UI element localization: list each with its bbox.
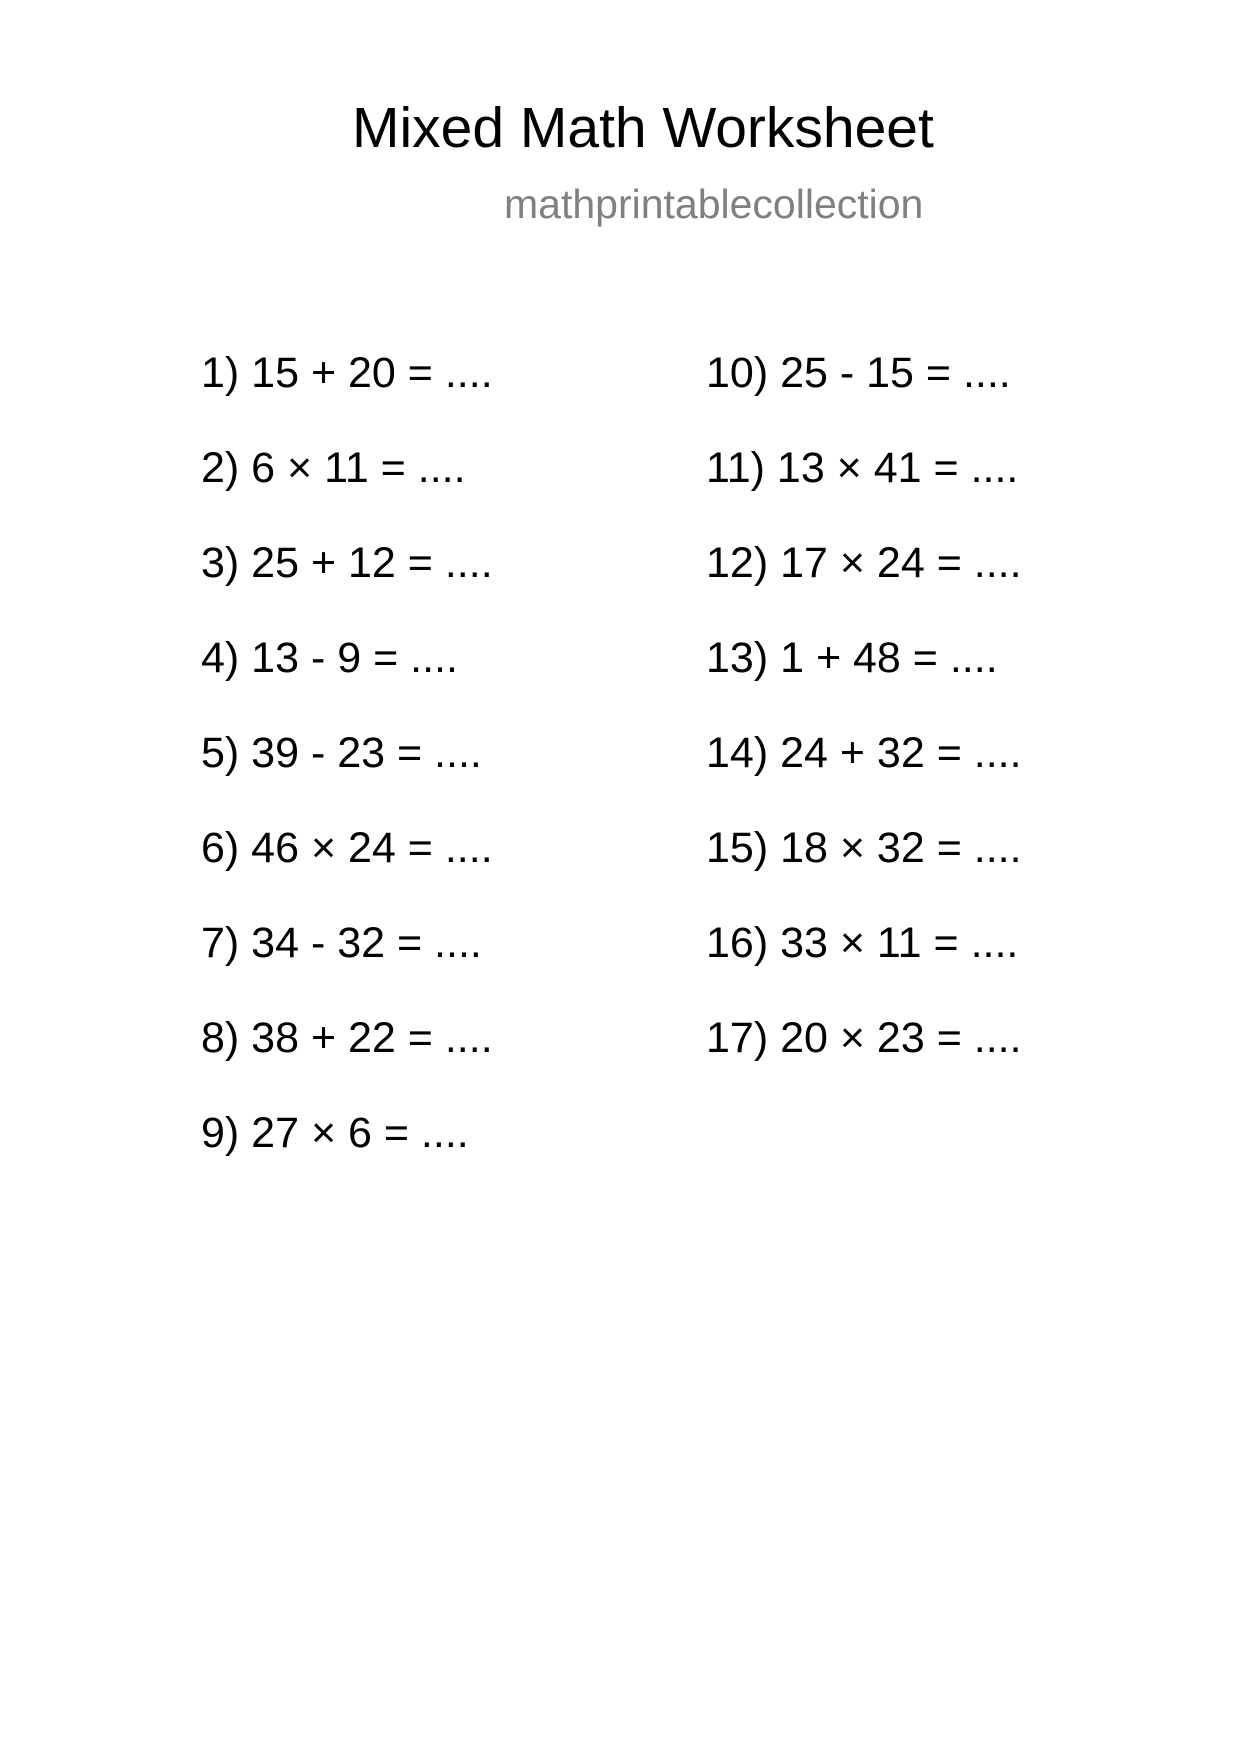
problem-item: 10) 25 - 15 = .... bbox=[706, 349, 1011, 397]
problem-item: 12) 17 × 24 = .... bbox=[706, 539, 1022, 587]
problem-item: 8) 38 + 22 = .... bbox=[201, 1014, 493, 1062]
problem-item: 4) 13 - 9 = .... bbox=[201, 634, 458, 682]
problems-right-column bbox=[706, 349, 1022, 1112]
problem-item: 17) 20 × 23 = .... bbox=[706, 1014, 1022, 1062]
problem-item: 9) 27 × 6 = .... bbox=[201, 1109, 469, 1157]
problem-item: 7) 34 - 32 = .... bbox=[201, 919, 482, 967]
worksheet-title: Mixed Math Worksheet bbox=[352, 96, 934, 160]
problem-item: 11) 13 × 41 = .... bbox=[706, 444, 1019, 492]
problem-item: 13) 1 + 48 = .... bbox=[706, 634, 998, 682]
problem-item: 5) 39 - 23 = .... bbox=[201, 729, 482, 777]
problem-item: 1) 15 + 20 = .... bbox=[201, 349, 493, 397]
problem-item: 3) 25 + 12 = .... bbox=[201, 539, 493, 587]
problem-item: 15) 18 × 32 = .... bbox=[706, 824, 1022, 872]
problem-item: 6) 46 × 24 = .... bbox=[201, 824, 493, 872]
problem-item: 16) 33 × 11 = .... bbox=[706, 919, 1019, 967]
problems-left-column bbox=[201, 349, 493, 1207]
worksheet-subtitle: mathprintablecollection bbox=[504, 181, 924, 227]
problem-item: 2) 6 × 11 = .... bbox=[201, 444, 466, 492]
problem-item: 14) 24 + 32 = .... bbox=[706, 729, 1022, 777]
